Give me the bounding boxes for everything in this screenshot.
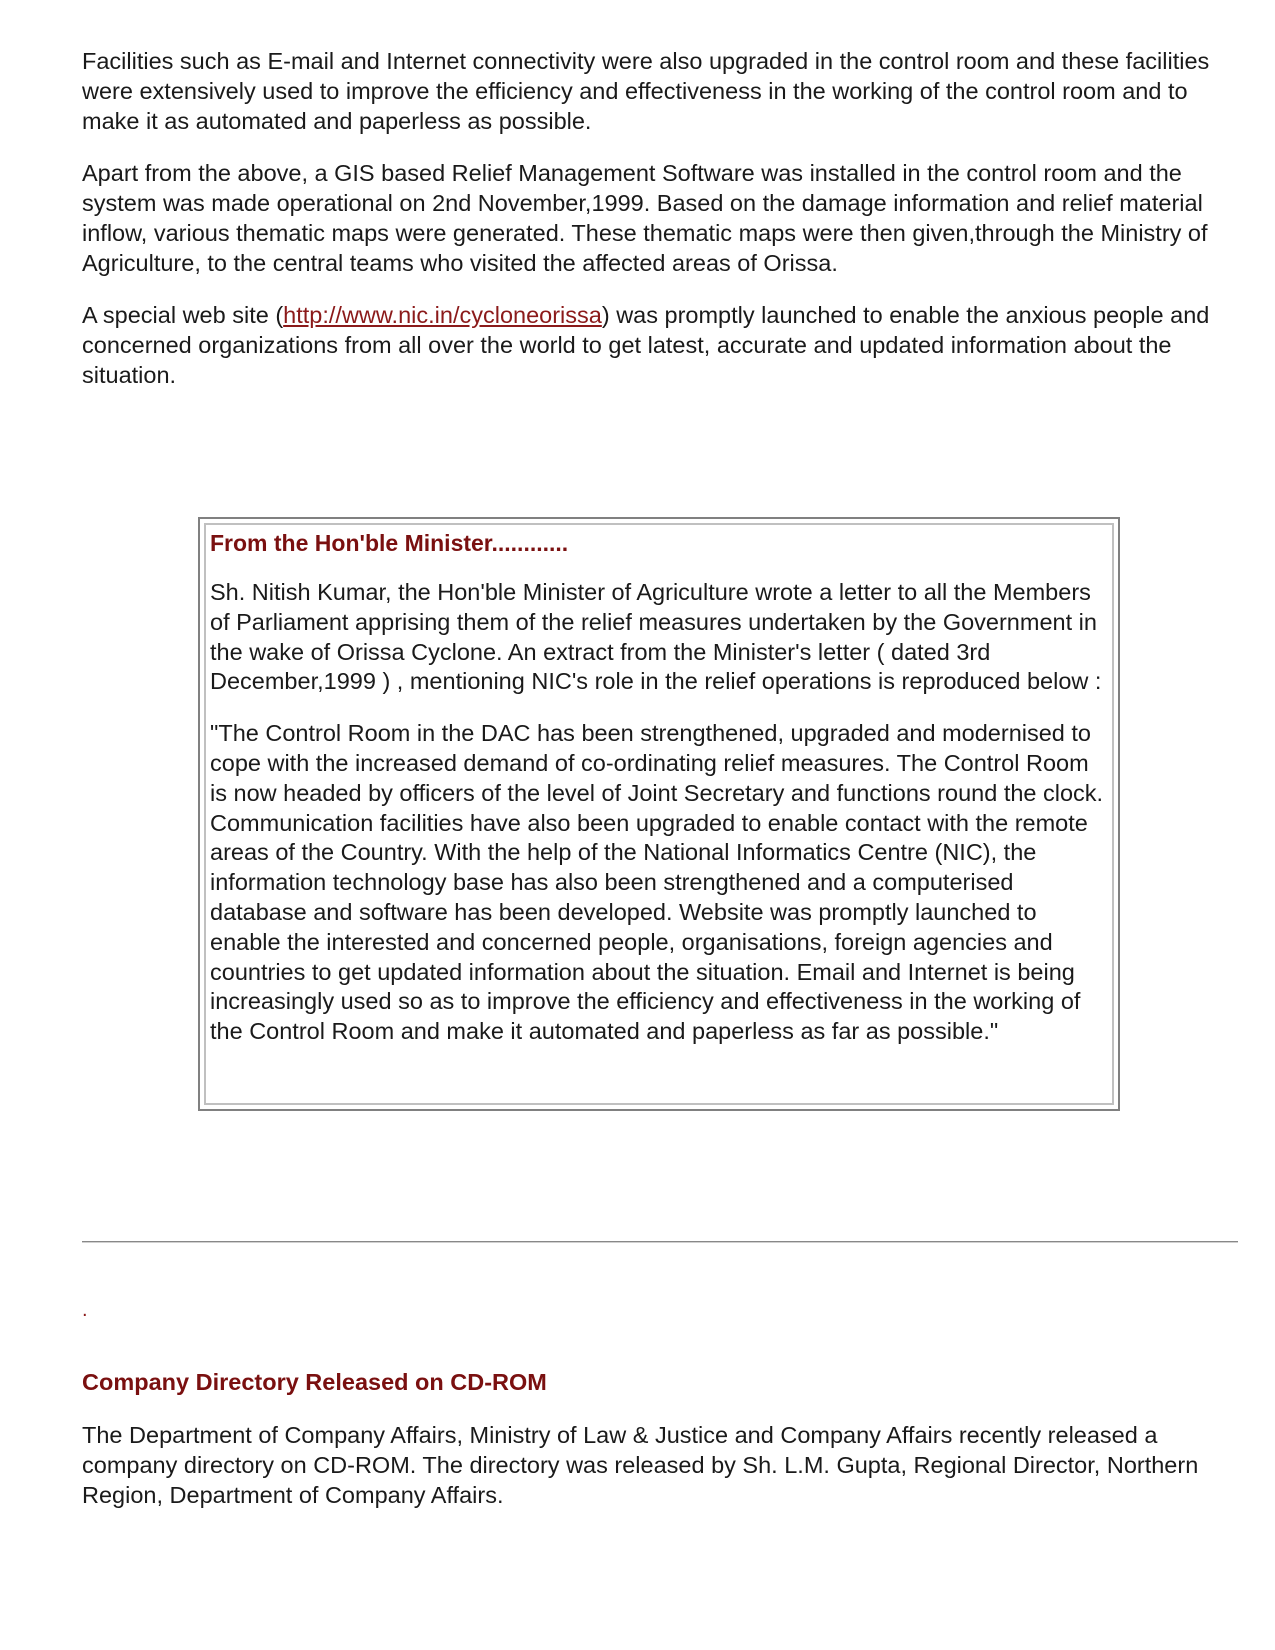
separator-dot: .: [82, 1299, 88, 1321]
paragraph-email-internet: Facilities such as E-mail and Internet connectivity were also upgraded in the control room and these facilities were extensively used to improve the efficiency and effectiveness in the working of the control room and to make it as automated and paperless as possible.: [82, 48, 1210, 134]
paragraph-website-text-before: A special web site (: [82, 302, 284, 328]
company-directory-heading: Company Directory Released on CD-ROM: [82, 1369, 547, 1395]
minister-letter-quote: "The Control Room in the DAC has been strengthened, upgraded and modernised to cope with the increased demand of co-ordinating relief measures. The Control Room is now headed by officers of the level of Joint Secretary and functions round the clock. Communication facilities have also been upgraded to enable contact with the remote areas of the Country. With the help of the National Informatics Centre (NIC), the information technology base has also been strengthened and a computerised database and software has been developed. Website was promptly launched to enable the interested and concerned people, organisations, foreign agencies and countries to get updated information about the situation. Email and Internet is being increasingly used so as to improve the efficiency and effectiveness in the working of the Control Room and make it automated and paperless as far as possible.": [210, 720, 1104, 1045]
minister-letter-box-inner: [204, 523, 1114, 1105]
paragraph-website-text-after: ) was promptly launched to enable the anxious people and concerned organizations from all over the world to get latest, accurate and updated information about the situation.: [82, 302, 1210, 388]
minister-letter-intro: Sh. Nitish Kumar, the Hon'ble Minister of Agriculture wrote a letter to all the Members of Parliament apprising them of the relief measures undertaken by the Government in the wake of Orissa Cyclone. An extract from the Minister's letter ( dated 3rd December,1999 ) , mentioning NIC's role in the relief operations is reproduced below :: [210, 579, 1102, 695]
paragraph-gis-software: Apart from the above, a GIS based Relief Management Software was installed in the control room and the system was made operational on 2nd November,1999. Based on the damage information and relief material inflow, various thematic maps were generated. These thematic maps were then given,through the Ministry of Agriculture, to the central teams who visited the affected areas of Orissa.: [82, 160, 1208, 276]
minister-box-heading: From the Hon'ble Minister............: [210, 530, 569, 556]
company-directory-paragraph: The Department of Company Affairs, Ministry of Law & Justice and Company Affairs recently released a company directory on CD-ROM. The directory was released by Sh. L.M. Gupta, Regional Director, Northern Region, Department of Company Affairs.: [82, 1422, 1199, 1508]
minister-letter-box: [198, 517, 1120, 1111]
horizontal-divider: [82, 1241, 1238, 1243]
article-body: [82, 46, 1247, 412]
paragraph-website: [82, 300, 1247, 390]
cycloneorissa-link[interactable]: http://www.nic.in/cycloneorissa: [283, 302, 602, 328]
